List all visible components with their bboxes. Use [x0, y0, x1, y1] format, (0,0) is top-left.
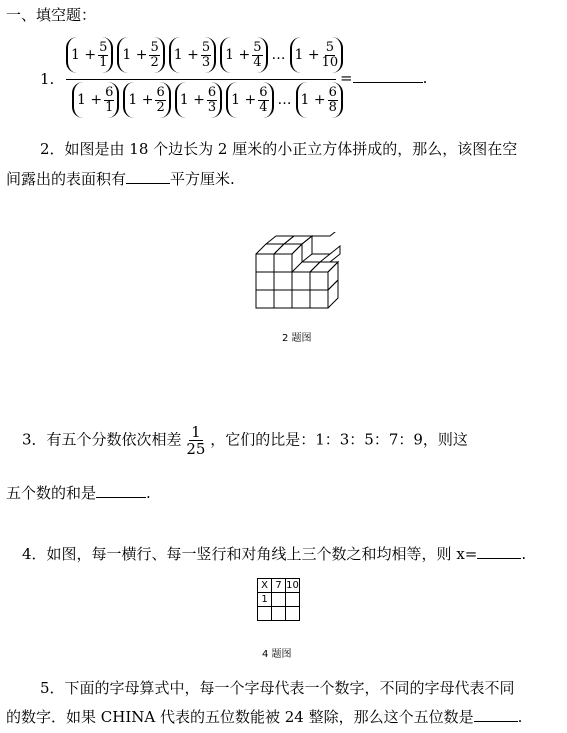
grid-cell: 1: [258, 593, 272, 607]
grid-cell: [258, 607, 272, 621]
numerator-factor: 1 + $\frac{5}{1}$: [66, 37, 113, 73]
grid-cell: 10: [286, 579, 299, 591]
grid-cell: [286, 607, 300, 621]
q2-line2: 间露出的表面积有 平方厘米.: [6, 170, 235, 188]
q1-numerator-product: [66, 37, 347, 73]
q5-line2: 的数字．如果 CHINA 代表的五位数能被 24 整除，那么这个五位数是 .: [6, 708, 523, 726]
q2-cube-figure: [246, 232, 356, 318]
q1-equals-sign: = .: [340, 69, 428, 87]
grid-cell: [272, 607, 286, 621]
ellipsis: …: [271, 47, 286, 63]
q3-line2: 五个数的和是 .: [6, 484, 151, 502]
numerator-factor: 1 + $\frac{5}{4}$: [220, 37, 267, 73]
grid-cell: X: [258, 579, 272, 593]
denominator-factor: 1 + $\frac{6}{4}$: [226, 82, 273, 118]
q1-denominator-product: [72, 82, 347, 118]
numerator-factor: 1 + $\frac{5}{2}$: [117, 37, 164, 73]
q3-answer-blank: [96, 496, 146, 498]
q5-answer-blank: [474, 720, 518, 722]
q5-line1: 5．下面的字母算式中，每一个字母代表一个数字，不同的字母代表不同: [40, 679, 515, 697]
q3-line1: 3．有五个分数依次相差 $\frac{1}{25}$ ，它们的比是：1：3：5：7：9，则这: [22, 423, 468, 458]
section-title: 一、填空题：: [6, 6, 97, 24]
q4-line: 4．如图，每一横行、每一竖行和对角线上三个数之和均相等，则 x= .: [22, 545, 527, 563]
q1-answer-blank: [353, 81, 423, 83]
q2-line1: 2．如图是由 18 个边长为 2 厘米的小正立方体拼成的，那么，该图在空: [40, 140, 518, 158]
numerator-factor: 1 + $\frac{5}{10}$: [290, 37, 344, 73]
q4-figure-caption: 4 题图: [262, 649, 292, 660]
q4-answer-blank: [477, 557, 521, 559]
grid-cell: [286, 593, 300, 607]
numerator-factor: 1 + $\frac{5}{3}$: [169, 37, 216, 73]
ellipsis: …: [277, 92, 292, 108]
denominator-factor: 1 + $\frac{6}{3}$: [175, 82, 222, 118]
denominator-factor: 1 + $\frac{6}{8}$: [296, 82, 343, 118]
q2-answer-blank: [126, 182, 170, 184]
q1-number: 1.: [40, 70, 55, 88]
denominator-factor: 1 + $\frac{6}{1}$: [72, 82, 119, 118]
denominator-factor: 1 + $\frac{6}{2}$: [123, 82, 170, 118]
q3-fraction: $\frac{1}{25}$: [186, 423, 206, 458]
q1-fraction-bar: [66, 79, 336, 80]
grid-cell: 7: [272, 579, 286, 593]
grid-cell: [272, 593, 286, 607]
q4-number-grid: [257, 578, 300, 621]
q2-figure-caption: 2 题图: [282, 333, 312, 344]
